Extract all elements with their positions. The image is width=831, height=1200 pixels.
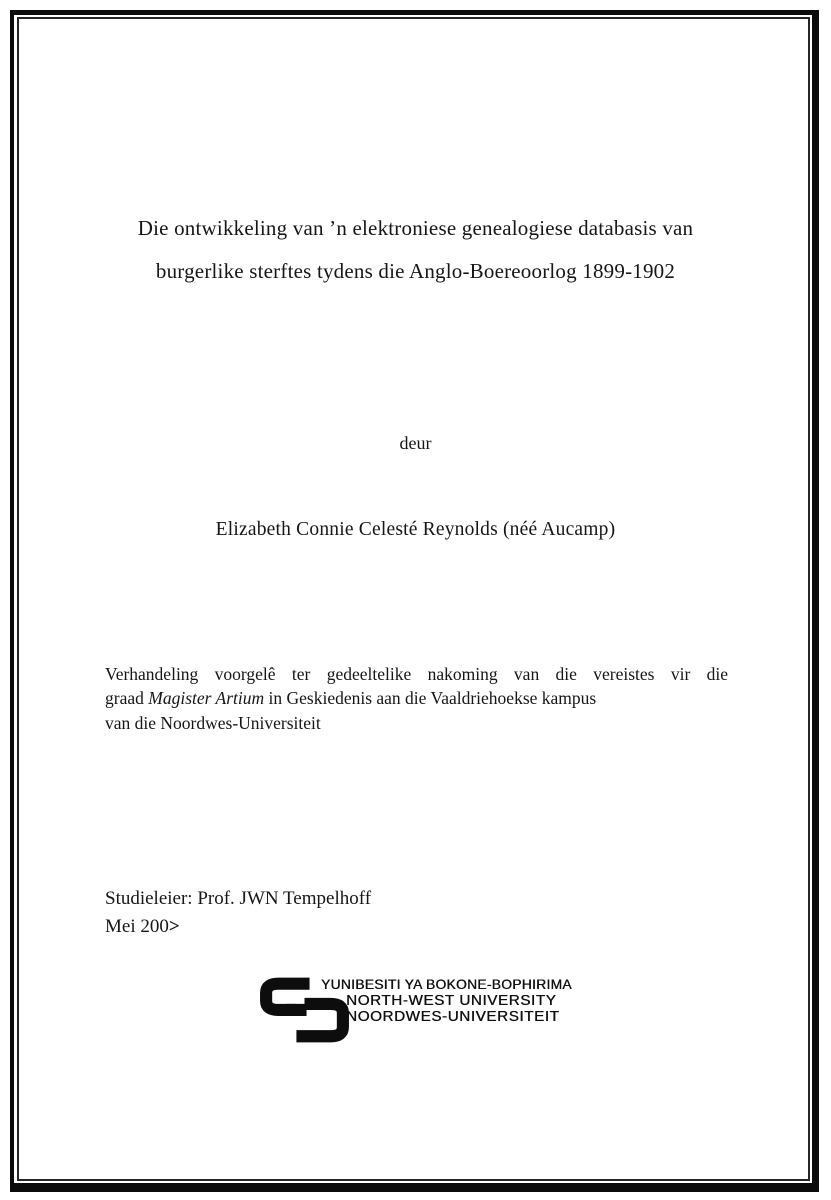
degree-name: Magister Artium xyxy=(148,688,265,709)
date-line xyxy=(105,913,371,941)
date-prefix: Mei 200 xyxy=(105,915,169,937)
author-name: Elizabeth Connie Celesté Reynolds (néé Aucamp) xyxy=(215,519,616,540)
date-last-digit: > xyxy=(168,915,179,937)
university-logo-text xyxy=(321,977,572,1024)
credits-block xyxy=(105,885,371,940)
logo-text-afrikaans: NOORDWES-UNIVERSITEIT xyxy=(346,1007,560,1025)
university-logo xyxy=(256,968,572,1052)
submission-statement xyxy=(105,662,728,735)
thesis-title xyxy=(55,207,776,293)
submission-line1: Verhandeling voorgelê ter gedeeltelike nakoming van die vereistes vir die xyxy=(105,664,728,684)
submission-line2-prefix: graad xyxy=(105,688,149,709)
supervisor-line: Studieleier: Prof. JWN Tempelhoff xyxy=(105,888,372,909)
submission-line2 xyxy=(105,686,728,710)
byline-label: deur xyxy=(399,433,432,453)
logo-text-setswana: YUNIBESITI YA BOKONE-BOPHIRIMA xyxy=(321,977,572,992)
logo-text-english: NORTH-WEST UNIVERSITY xyxy=(346,992,557,1009)
thesis-title-line1: Die ontwikkeling van ’n elektroniese genealogiese databasis van xyxy=(137,216,694,240)
submission-line2-suffix: in Geskiedenis aan die Vaaldriehoekse kampus xyxy=(264,688,597,709)
thesis-title-line2: burgerlike sterftes tydens die Anglo-Boereoorlog 1899-1902 xyxy=(155,259,676,283)
submission-line3: van die Noordwes-Universiteit xyxy=(105,712,321,733)
